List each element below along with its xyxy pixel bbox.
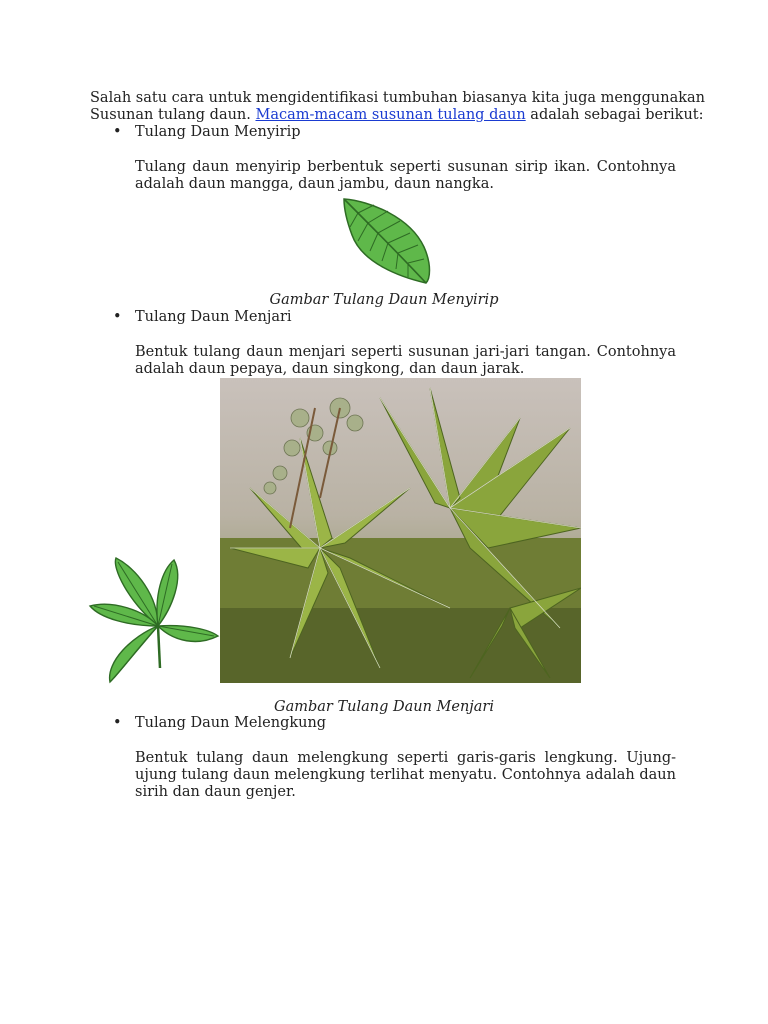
intro-line-2-text: Susunan tulang daun.: [90, 107, 256, 123]
bullet-marker: •: [113, 715, 122, 731]
intro-line-2: [90, 107, 704, 124]
paragraph-menyirip: [135, 159, 676, 193]
intro-line-2-tail: adalah sebagai berikut:: [525, 107, 704, 123]
heading-menjari: Tulang Daun Menjari: [135, 309, 292, 325]
pinnate-leaf-illustration: [340, 195, 432, 285]
palmate-leaf-illustration: [88, 556, 220, 684]
bullet-marker: •: [113, 309, 122, 325]
heading-melengkung: Tulang Daun Melengkung: [135, 715, 327, 731]
paragraph-menjari-text: Bentuk tulang daun menjari seperti susunan jari-jari tangan. Contohnya adalah daun pepaya, daun singkong, dan daun jarak.: [135, 344, 676, 377]
paragraph-melengkung-text: Bentuk tulang daun melengkung seperti garis-garis lengkung. Ujung-ujung tulang daun melengkung terlihat menyatu. Contohnya adalah daun sirih dan daun genjer.: [135, 750, 676, 800]
heading-menyirip: Tulang Daun Menyirip: [135, 124, 301, 140]
paragraph-menyirip-text: Tulang daun menyirip berbentuk seperti susunan sirip ikan. Contohnya adalah daun mangga, daun jambu, daun nangka.: [135, 159, 676, 192]
paragraph-menjari: [135, 344, 676, 378]
caption-menjari: Gambar Tulang Daun Menjari: [274, 699, 494, 715]
intro-line-1: Salah satu cara untuk mengidentifikasi tumbuhan biasanya kita juga menggunakan: [90, 90, 706, 106]
castor-plant-photo: [220, 378, 581, 683]
susunan-tulang-daun-link[interactable]: Macam-macam susunan tulang daun: [255, 107, 526, 123]
bullet-marker: •: [113, 124, 122, 140]
paragraph-melengkung: [135, 750, 676, 801]
caption-menyirip: Gambar Tulang Daun Menyirip: [269, 292, 499, 308]
intro-paragraph: [90, 90, 706, 124]
